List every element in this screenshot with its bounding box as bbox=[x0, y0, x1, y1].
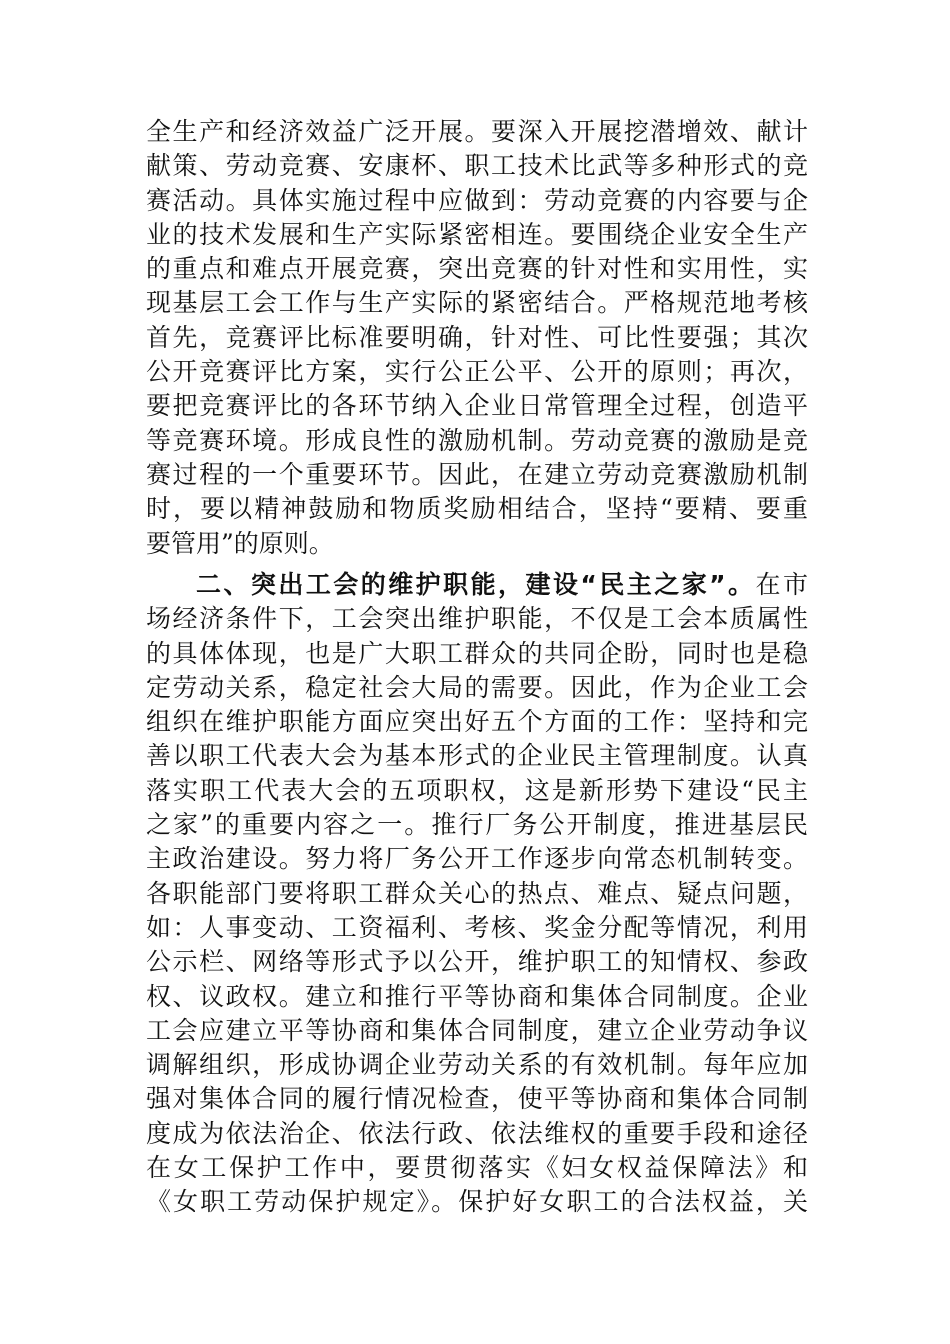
paragraph-line: 调解组织，形成协调企业劳动关系的有效机制。每年应加 bbox=[146, 1050, 808, 1080]
paragraph-line: 现基层工会工作与生产实际的紧密结合。严格规范地考核 bbox=[146, 288, 808, 318]
paragraph-line: 等竞赛环境。形成良性的激励机制。劳动竞赛的激励是竞 bbox=[146, 425, 808, 455]
paragraph-line: 场经济条件下，工会突出维护职能，不仅是工会本质属性 bbox=[146, 604, 808, 634]
paragraph-line: 赛活动。具体实施过程中应做到：劳动竞赛的内容要与企 bbox=[146, 185, 808, 215]
paragraph-line: 主政治建设。努力将厂务公开工作逐步向常态机制转变。 bbox=[146, 844, 808, 874]
paragraph-line: 强对集体合同的履行情况检查，使平等协商和集体合同制 bbox=[146, 1084, 808, 1114]
paragraph-line: 要管用”的原则。 bbox=[146, 528, 334, 558]
paragraph-line: 的重点和难点开展竞赛，突出竞赛的针对性和实用性，实 bbox=[146, 254, 808, 284]
paragraph-line: 善以职工代表大会为基本形式的企业民主管理制度。认真 bbox=[146, 741, 808, 771]
paragraph-line: 的具体体现，也是广大职工群众的共同企盼，同时也是稳 bbox=[146, 638, 808, 668]
paragraph-line: 权、议政权。建立和推行平等协商和集体合同制度。企业 bbox=[146, 981, 808, 1011]
paragraph-line: 定劳动关系，稳定社会大局的需要。因此，作为企业工会 bbox=[146, 672, 808, 702]
paragraph-line: 在女工保护工作中，要贯彻落实《妇女权益保障法》和 bbox=[146, 1153, 808, 1183]
paragraph-line: 公示栏、网络等形式予以公开，维护职工的知情权、参政 bbox=[146, 947, 808, 977]
paragraph-line: 之家”的重要内容之一。推行厂务公开制度，推进基层民 bbox=[146, 810, 808, 840]
paragraph-line: 要把竞赛评比的各环节纳入企业日常管理全过程，创造平 bbox=[146, 391, 808, 421]
section-heading: 二、突出工会的维护职能，建设“民主之家”。 bbox=[196, 570, 756, 599]
paragraph-line: 公开竞赛评比方案，实行公正公平、公开的原则；再次， bbox=[146, 357, 808, 387]
paragraph-labor-competition bbox=[146, 115, 808, 561]
paragraph-line: 各职能部门要将职工群众关心的热点、难点、疑点问题， bbox=[146, 878, 808, 908]
paragraph-democratic-home bbox=[146, 568, 808, 1220]
paragraph-line: 业的技术发展和生产实际紧密相连。要围绕企业安全生产 bbox=[146, 219, 808, 249]
paragraph-line: 落实职工代表大会的五项职权，这是新形势下建设“民主 bbox=[146, 775, 808, 805]
section-heading-line bbox=[146, 568, 808, 602]
paragraph-line: 度成为依法治企、依法行政、依法维权的重要手段和途径 bbox=[146, 1118, 808, 1148]
paragraph-line: 赛过程的一个重要环节。因此，在建立劳动竞赛激励机制 bbox=[146, 459, 808, 489]
paragraph-line: 工会应建立平等协商和集体合同制度，建立企业劳动争议 bbox=[146, 1015, 808, 1045]
paragraph-line: 首先，竞赛评比标准要明确，针对性、可比性要强；其次 bbox=[146, 322, 808, 352]
paragraph-line: 组织在维护职能方面应突出好五个方面的工作：坚持和完 bbox=[146, 707, 808, 737]
paragraph-line: 全生产和经济效益广泛开展。要深入开展挖潜增效、献计 bbox=[146, 117, 808, 146]
heading-line-continuation: 在市 bbox=[755, 570, 808, 599]
paragraph-line: 《女职工劳动保护规定》。保护好女职工的合法权益，关 bbox=[146, 1187, 808, 1217]
paragraph-line: 献策、劳动竞赛、安康杯、职工技术比武等多种形式的竞 bbox=[146, 151, 808, 181]
paragraph-line: 如：人事变动、工资福利、考核、奖金分配等情况，利用 bbox=[146, 912, 808, 942]
paragraph-line: 时，要以精神鼓励和物质奖励相结合，坚持“要精、要重 bbox=[146, 494, 808, 524]
